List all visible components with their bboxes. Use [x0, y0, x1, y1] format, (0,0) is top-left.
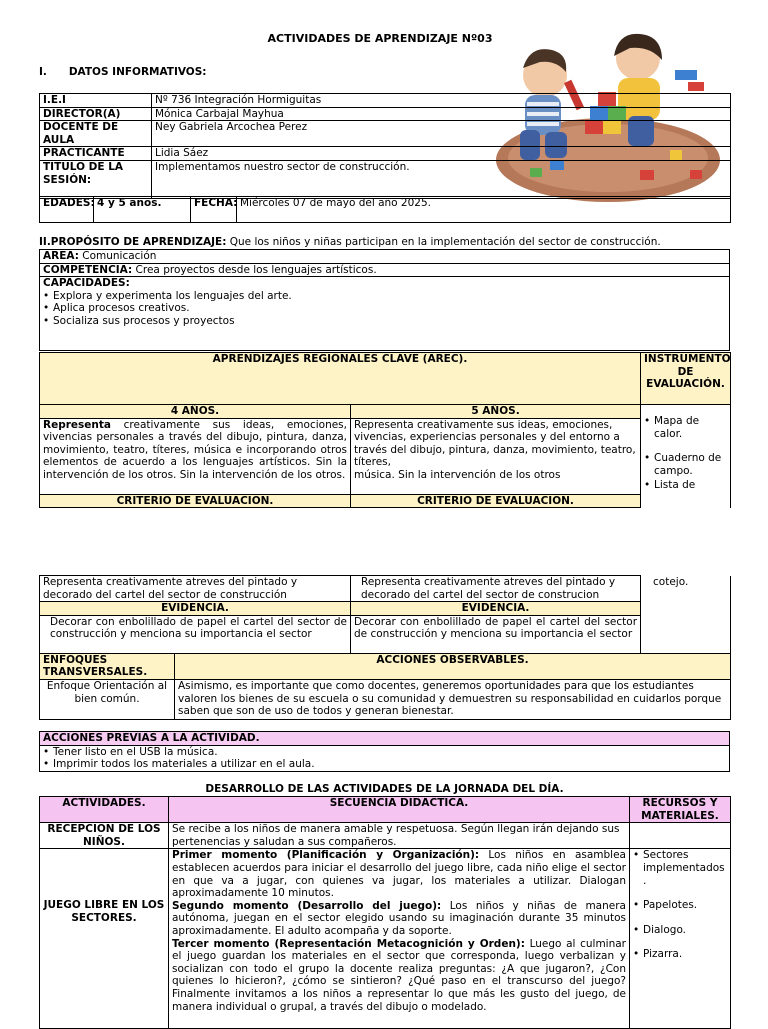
- capacidad-item: • Socializa sus procesos y proyectos: [43, 315, 726, 328]
- accion-previa-item: • Imprimir todos los materiales a utilizar en el aula.: [43, 758, 726, 771]
- evidencia-header-5: EVIDENCIA.: [351, 602, 641, 616]
- practicante-label: PRACTICANTE: [40, 147, 152, 161]
- iei-value: Nº 736 Integración Hormiguitas: [152, 94, 731, 108]
- criterio-5-text: Representa creativamente atreves del pintado y decorado del cartel del sector de construcion: [351, 576, 641, 602]
- arec-text-4-bold: Representa: [43, 418, 111, 431]
- instrumento-item: • Cuaderno de campo.: [644, 452, 727, 477]
- proposito-label: II.PROPÓSITO DE APRENDIZAJE:: [39, 236, 227, 248]
- area-value: Comunicación: [78, 250, 157, 262]
- iei-label: I.E.I: [40, 94, 152, 108]
- juego-libre-recursos: [630, 849, 731, 1029]
- competencia-value: Crea proyectos desde los lenguajes artísticos.: [132, 263, 377, 276]
- criterio-header-5: CRITERIO DE EVALUACION.: [351, 494, 641, 508]
- criterio-evidencia-table: [39, 575, 731, 720]
- capacidades-list: [43, 290, 726, 328]
- area-table: [39, 249, 730, 351]
- fecha-value: Miércoles 07 de mayo del año 2025.: [237, 197, 731, 223]
- cotejo-text: cotejo.: [641, 576, 731, 654]
- criterio-4-text: Representa creativamente atreves del pintado y decorado del cartel del sector de construcción: [40, 576, 351, 602]
- momento-3-text: Luego al culminar el juego guardan los materiales en el sector que corresponda, luego verbalizan y socializan con todo el grupo la docente realiza preguntas: ¿A que jugaron?, ¿Con quienes lo hicieron?, ¿cómo se sintieron? ¿Qué paso en el transcurso del juego? Finalmente invitamos a los niños a representar lo que más les gusto del juego, de manera individual o grupal, a través del dibujo o modelado.: [172, 937, 626, 1013]
- acciones-previas-header: ACCIONES PREVIAS A LA ACTIVIDAD.: [40, 732, 730, 746]
- secuencia-header: SECUENCIA DIDACTICA.: [169, 797, 630, 823]
- momento-3-label: Tercer momento (Representación Metacognición y Orden):: [172, 937, 525, 950]
- acciones-previas-table: [39, 731, 730, 772]
- acciones-observables-header: ACCIONES OBSERVABLES.: [175, 653, 731, 679]
- proposito-line: [39, 236, 739, 249]
- instrumentos-cell: [641, 405, 731, 508]
- momento-1-text: Los niños en asamblea establecen acuerdos para iniciar el desarrollo del juego libre, cada niño elige el sector en que va a jugar, con quienes va jugar, los materiales a utilizar. Dialogan aproximadamente 10 minutos.: [172, 849, 626, 900]
- juego-libre-label: JUEGO LIBRE EN LOS SECTORES.: [40, 849, 169, 1029]
- capacidad-item: • Aplica procesos creativos.: [43, 302, 726, 315]
- instrumento-item: • Lista de: [644, 479, 727, 492]
- instrumento-item: • Mapa de calor.: [644, 415, 727, 440]
- momento-2: [172, 900, 626, 938]
- edad-fecha-table: [39, 196, 731, 223]
- titulo-value: Implementamos nuestro sector de construcción.: [152, 160, 731, 198]
- momento-1-label: Primer momento (Planificación y Organización):: [172, 849, 480, 862]
- desarrollo-title: DESARROLLO DE LAS ACTIVIDADES DE LA JORNADA DEL DÍA.: [205, 783, 564, 795]
- recepcion-recursos: [630, 823, 731, 849]
- evidencia-4-text: Decorar con enbolillado de papel el cartel del sector de construcción y menciona su importancia el sector: [40, 615, 351, 653]
- section-datos-informativos: I. DATOS INFORMATIVOS:: [39, 66, 207, 78]
- recepcion-label: RECEPCION DE LOS NIÑOS.: [40, 823, 169, 849]
- recurso-item: • Sectores implementados .: [633, 849, 727, 887]
- director-label: DIRECTOR(A): [40, 107, 152, 121]
- docente-value: Ney Gabriela Arcochea Perez: [152, 121, 731, 147]
- capacidades-label: CAPACIDADES:: [43, 277, 130, 290]
- area-label: AREA:: [43, 250, 79, 262]
- arec-table: [39, 352, 731, 508]
- fecha-label: FECHA:: [191, 197, 237, 223]
- edad-label: EDADES:: [40, 197, 94, 223]
- acciones-observables-value: Asimismo, es importante que como docentes, generemos oportunidades para que los estudiantes valoren los bienes de su escuela o su comunidad y demuestren su responsabilidad en cuidarlos porque saben que son de uso de todos y generan bienestar.: [175, 679, 731, 719]
- recepcion-text: Se recibe a los niños de manera amable y respetuosa. Según llegan irán dejando sus pertenencias y saludan a sus compañeros.: [169, 823, 630, 849]
- enfoques-header: ENFOQUES TRANSVERSALES.: [40, 653, 175, 679]
- momento-2-label: Segundo momento (Desarrollo del juego):: [172, 899, 442, 912]
- edad-value: 4 y 5 años.: [94, 197, 191, 223]
- docente-label: DOCENTE DE AULA: [40, 121, 152, 147]
- instrumento-header: INSTRUMENTO DE EVALUACIÓN.: [641, 353, 731, 405]
- enfoque-value: Enfoque Orientación al bien común.: [40, 679, 175, 719]
- evidencia-5-text: Decorar con enbolillado de papel el cartel del sector de construcción y menciona su importancia el sector: [351, 615, 641, 653]
- desarrollo-table: [39, 796, 731, 1029]
- momento-3: [172, 938, 626, 1014]
- recursos-header: RECURSOS Y MATERIALES.: [630, 797, 731, 823]
- competencia-label: COMPETENCIA:: [43, 263, 133, 276]
- arec-text-4-body: creativamente sus ideas, emociones, vivencias personales a través del dibujo, pintura, danza, movimiento, teatro, títeres, música e incorporando otros elementos de acuerdo a los lenguajes artísticos. Sin la intervención de los otros. Sin la intervención de los otros.: [43, 418, 347, 481]
- recurso-item: • Papelotes.: [633, 899, 727, 912]
- arec-col-4-anos: 4 AÑOS.: [40, 405, 351, 419]
- proposito-text: Que los niños y niñas participan en la implementación del sector de construcción.: [226, 236, 661, 248]
- titulo-label: TITULO DE LA SESIÓN:: [40, 160, 152, 198]
- datos-informativos-table: [39, 93, 731, 199]
- criterio-header-4: CRITERIO DE EVALUACION.: [40, 494, 351, 508]
- recurso-item: • Dialogo.: [633, 924, 727, 937]
- momento-1: [172, 849, 626, 899]
- actividades-header: ACTIVIDADES.: [40, 797, 169, 823]
- director-value: Mónica Carbajal Mayhua: [152, 107, 731, 121]
- practicante-value: Lidia Sáez: [152, 147, 731, 161]
- arec-header: APRENDIZAJES REGIONALES CLAVE (AREC).: [40, 353, 641, 405]
- evidencia-header-4: EVIDENCIA.: [40, 602, 351, 616]
- juego-libre-secuencia: [169, 849, 630, 1029]
- arec-text-5-anos: Representa creativamente sus ideas, emociones, vivencias, experiencias personales y del entorno a través del dibujo, pintura, danza, movimiento, teatro, títeres, música. Sin la intervención de los otros: [351, 418, 641, 494]
- arec-col-5-anos: 5 AÑOS.: [351, 405, 641, 419]
- arec-text-4-anos: [40, 418, 351, 494]
- recurso-item: • Pizarra.: [633, 948, 727, 961]
- accion-previa-item: • Tener listo en el USB la música.: [43, 746, 726, 759]
- momento-2-text: Los niños y niñas de manera autónoma, juegan en el sector elegido usando su imaginación durante 35 minutos aproximadamente. El adulto acompaña y da soporte.: [172, 899, 626, 937]
- capacidad-item: • Explora y experimenta los lenguajes del arte.: [43, 290, 726, 303]
- document-title: ACTIVIDADES DE APRENDIZAJE Nº03: [267, 32, 493, 45]
- acciones-previas-list: [43, 746, 726, 771]
